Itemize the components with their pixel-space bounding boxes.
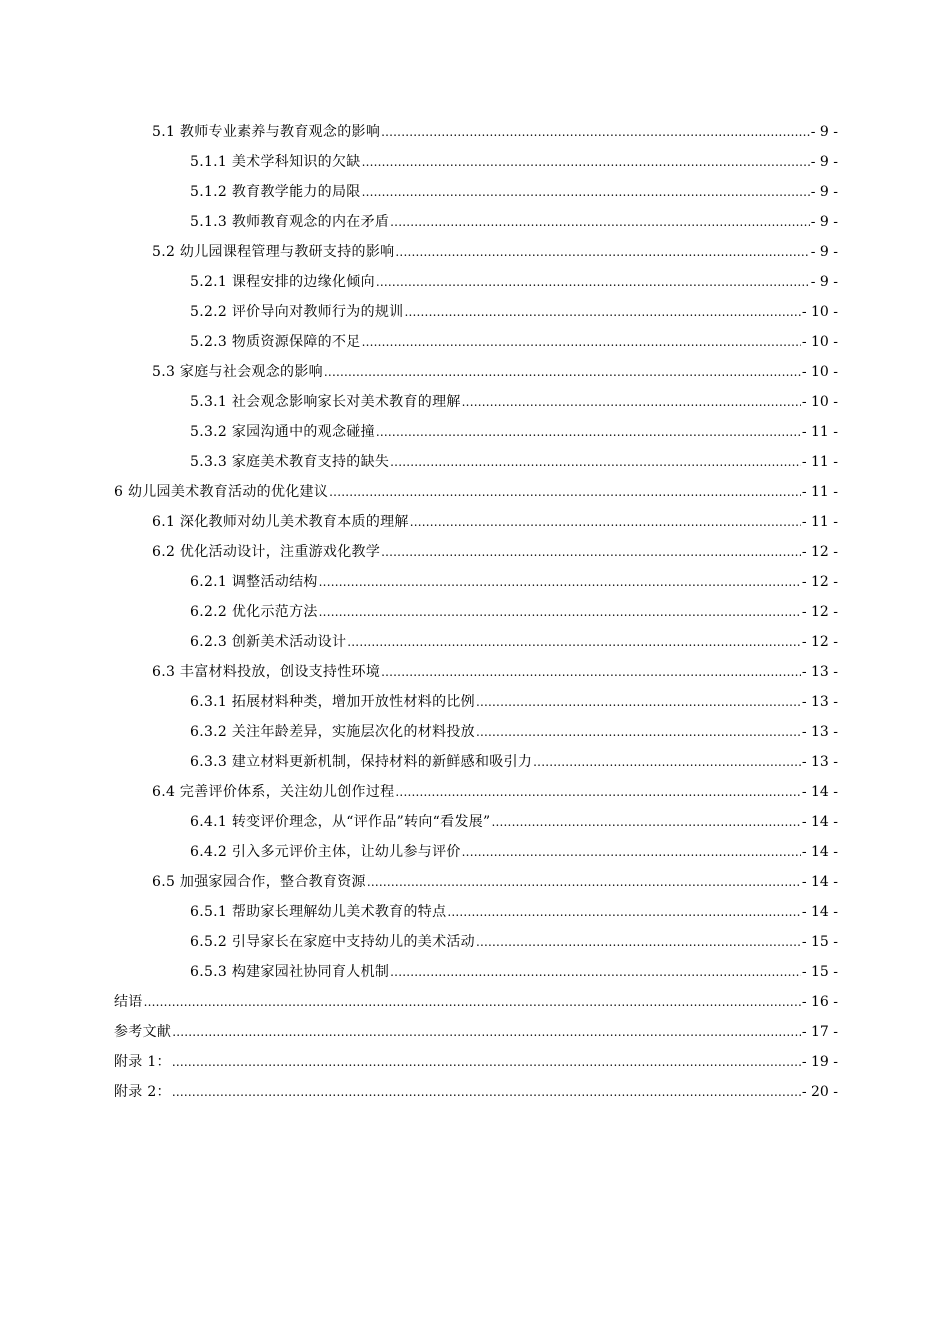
toc-entry-title: 6.3.2 关注年龄差异，实施层次化的材料投放: [190, 724, 475, 740]
toc-entry-page-number: - 17 -: [801, 1024, 838, 1040]
toc-entry-title: 6.2.2 优化示范方法: [190, 604, 318, 620]
toc-entry[interactable]: [0, 267, 950, 297]
toc-dot-leader: [172, 1017, 801, 1047]
toc-entry-page-number: - 11 -: [801, 454, 838, 470]
toc-dot-leader: [476, 687, 801, 717]
toc-entry-title: 6.5.1 帮助家长理解幼儿美术教育的特点: [190, 904, 447, 920]
toc-entry-page-number: - 12 -: [801, 604, 838, 620]
toc-entry-page-number: - 9 -: [810, 184, 838, 200]
toc-dot-leader: [376, 417, 801, 447]
toc-entry-page-number: - 9 -: [810, 154, 838, 170]
toc-entry-title: 6.3.1 拓展材料种类，增加开放性材料的比例: [190, 694, 475, 710]
toc-dot-leader: [367, 867, 801, 897]
toc-dot-leader: [410, 507, 801, 537]
toc-dot-leader: [362, 147, 810, 177]
toc-entry[interactable]: [0, 717, 950, 747]
toc-dot-leader: [172, 1047, 801, 1077]
toc-entry[interactable]: [0, 147, 950, 177]
toc-entry-title: 5.3.2 家园沟通中的观念碰撞: [190, 424, 375, 440]
toc-entry-page-number: - 20 -: [801, 1084, 838, 1100]
toc-entry-page-number: - 9 -: [810, 214, 838, 230]
toc-dot-leader: [347, 627, 801, 657]
toc-entry-page-number: - 15 -: [801, 964, 838, 980]
toc-entry-page-number: - 12 -: [801, 544, 838, 560]
toc-entry[interactable]: [0, 807, 950, 837]
toc-entry[interactable]: [0, 447, 950, 477]
toc-entry[interactable]: [0, 537, 950, 567]
toc-entry-page-number: - 14 -: [801, 844, 838, 860]
toc-entry[interactable]: [0, 987, 950, 1017]
toc-dot-leader: [362, 177, 810, 207]
toc-entry[interactable]: [0, 867, 950, 897]
toc-entry[interactable]: [0, 1077, 950, 1107]
toc-entry-page-number: - 14 -: [801, 874, 838, 890]
toc-dot-leader: [319, 597, 801, 627]
toc-entry[interactable]: [0, 477, 950, 507]
toc-entry[interactable]: [0, 1017, 950, 1047]
toc-entry-page-number: - 9 -: [810, 274, 838, 290]
toc-entry-page-number: - 13 -: [801, 754, 838, 770]
toc-entry-page-number: - 9 -: [810, 124, 838, 140]
toc-entry-title: 5.1 教师专业素养与教育观念的影响: [152, 124, 381, 140]
toc-entry-title: 5.3.3 家庭美术教育支持的缺失: [190, 454, 390, 470]
toc-entry[interactable]: [0, 627, 950, 657]
toc-dot-leader: [324, 357, 801, 387]
toc-entry[interactable]: [0, 327, 950, 357]
toc-dot-leader: [462, 837, 801, 867]
toc-entry[interactable]: [0, 897, 950, 927]
toc-entry-title: 5.2.2 评价导向对教师行为的规训: [190, 304, 404, 320]
toc-dot-leader: [390, 207, 810, 237]
toc-entry-page-number: - 19 -: [801, 1054, 838, 1070]
toc-dot-leader: [172, 1077, 801, 1107]
toc-dot-leader: [476, 717, 801, 747]
toc-entry[interactable]: [0, 117, 950, 147]
toc-entry-title: 5.3 家庭与社会观念的影响: [152, 364, 323, 380]
toc-entry-title: 6.2 优化活动设计，注重游戏化教学: [152, 544, 381, 560]
toc-entry[interactable]: [0, 237, 950, 267]
toc-dot-leader: [381, 117, 810, 147]
toc-dot-leader: [362, 327, 801, 357]
toc-dot-leader: [381, 537, 801, 567]
toc-entry-title: 6.4.1 转变评价理念，从“评作品”转向“看发展”: [190, 814, 491, 830]
toc-entry-title: 附录 2：: [114, 1084, 171, 1100]
toc-entry-page-number: - 14 -: [801, 904, 838, 920]
toc-entry-title: 5.1.1 美术学科知识的欠缺: [190, 154, 361, 170]
toc-entry-page-number: - 10 -: [801, 334, 838, 350]
toc-entry-title: 5.1.3 教师教育观念的内在矛盾: [190, 214, 390, 230]
toc-entry-title: 6.2.1 调整活动结构: [190, 574, 318, 590]
toc-dot-leader: [533, 747, 801, 777]
toc-entry-page-number: - 12 -: [801, 574, 838, 590]
toc-entry-title: 5.2 幼儿园课程管理与教研支持的影响: [152, 244, 395, 260]
toc-entry[interactable]: [0, 297, 950, 327]
toc-entry-page-number: - 9 -: [810, 244, 838, 260]
toc-entry-page-number: - 13 -: [801, 694, 838, 710]
toc-entry-page-number: - 10 -: [801, 364, 838, 380]
toc-entry-title: 结语: [114, 994, 143, 1010]
toc-entry[interactable]: [0, 777, 950, 807]
toc-entry[interactable]: [0, 597, 950, 627]
toc-dot-leader: [144, 987, 801, 1017]
toc-dot-leader: [390, 447, 801, 477]
toc-entry[interactable]: [0, 507, 950, 537]
toc-entry-title: 6.1 深化教师对幼儿美术教育本质的理解: [152, 514, 409, 530]
toc-entry-page-number: - 15 -: [801, 934, 838, 950]
toc-entry[interactable]: [0, 417, 950, 447]
toc-entry-title: 6.5 加强家园合作，整合教育资源: [152, 874, 366, 890]
toc-entry-title: 6.3.3 建立材料更新机制，保持材料的新鲜感和吸引力: [190, 754, 533, 770]
toc-entry-page-number: - 14 -: [801, 784, 838, 800]
toc-dot-leader: [404, 297, 800, 327]
toc-entry-title: 5.2.3 物质资源保障的不足: [190, 334, 361, 350]
toc-dot-leader: [492, 807, 801, 837]
toc-entry-title: 6.5.2 引导家长在家庭中支持幼儿的美术活动: [190, 934, 475, 950]
toc-entry[interactable]: [0, 747, 950, 777]
toc-entry-page-number: - 16 -: [801, 994, 838, 1010]
toc-entry-page-number: - 12 -: [801, 634, 838, 650]
toc-entry-title: 5.3.1 社会观念影响家长对美术教育的理解: [190, 394, 461, 410]
toc-entry-page-number: - 11 -: [801, 484, 838, 500]
toc-entry-title: 附录 1：: [114, 1054, 171, 1070]
toc-entry-page-number: - 11 -: [801, 424, 838, 440]
toc-dot-leader: [476, 927, 801, 957]
toc-entry-page-number: - 13 -: [801, 724, 838, 740]
toc-entry-page-number: - 10 -: [801, 304, 838, 320]
table-of-contents: [0, 117, 950, 1107]
toc-entry[interactable]: [0, 927, 950, 957]
toc-dot-leader: [447, 897, 800, 927]
toc-entry-title: 6.5.3 构建家园社协同育人机制: [190, 964, 390, 980]
toc-entry-title: 6.2.3 创新美术活动设计: [190, 634, 347, 650]
toc-entry-title: 6.4 完善评价体系，关注幼儿创作过程: [152, 784, 395, 800]
toc-dot-leader: [319, 567, 801, 597]
toc-entry-title: 参考文献: [114, 1024, 172, 1040]
toc-entry-title: 6.4.2 引入多元评价主体，让幼儿参与评价: [190, 844, 461, 860]
toc-entry-title: 6.3 丰富材料投放，创设支持性环境: [152, 664, 381, 680]
toc-entry[interactable]: [0, 387, 950, 417]
toc-dot-leader: [462, 387, 801, 417]
toc-entry-title: 5.1.2 教育教学能力的局限: [190, 184, 361, 200]
toc-entry[interactable]: [0, 567, 950, 597]
toc-entry[interactable]: [0, 687, 950, 717]
toc-entry-page-number: - 11 -: [801, 514, 838, 530]
toc-entry-page-number: - 13 -: [801, 664, 838, 680]
toc-entry[interactable]: [0, 837, 950, 867]
toc-entry[interactable]: [0, 207, 950, 237]
toc-dot-leader: [381, 657, 801, 687]
toc-dot-leader: [395, 237, 809, 267]
toc-dot-leader: [390, 957, 801, 987]
toc-entry-page-number: - 14 -: [801, 814, 838, 830]
toc-dot-leader: [329, 477, 801, 507]
toc-entry[interactable]: [0, 657, 950, 687]
toc-entry-title: 5.2.1 课程安排的边缘化倾向: [190, 274, 375, 290]
toc-entry[interactable]: [0, 1047, 950, 1077]
toc-entry-page-number: - 10 -: [801, 394, 838, 410]
toc-entry[interactable]: [0, 957, 950, 987]
toc-entry[interactable]: [0, 177, 950, 207]
toc-entry-title: 6 幼儿园美术教育活动的优化建议: [114, 484, 329, 500]
toc-dot-leader: [395, 777, 800, 807]
toc-dot-leader: [376, 267, 810, 297]
toc-entry[interactable]: [0, 357, 950, 387]
